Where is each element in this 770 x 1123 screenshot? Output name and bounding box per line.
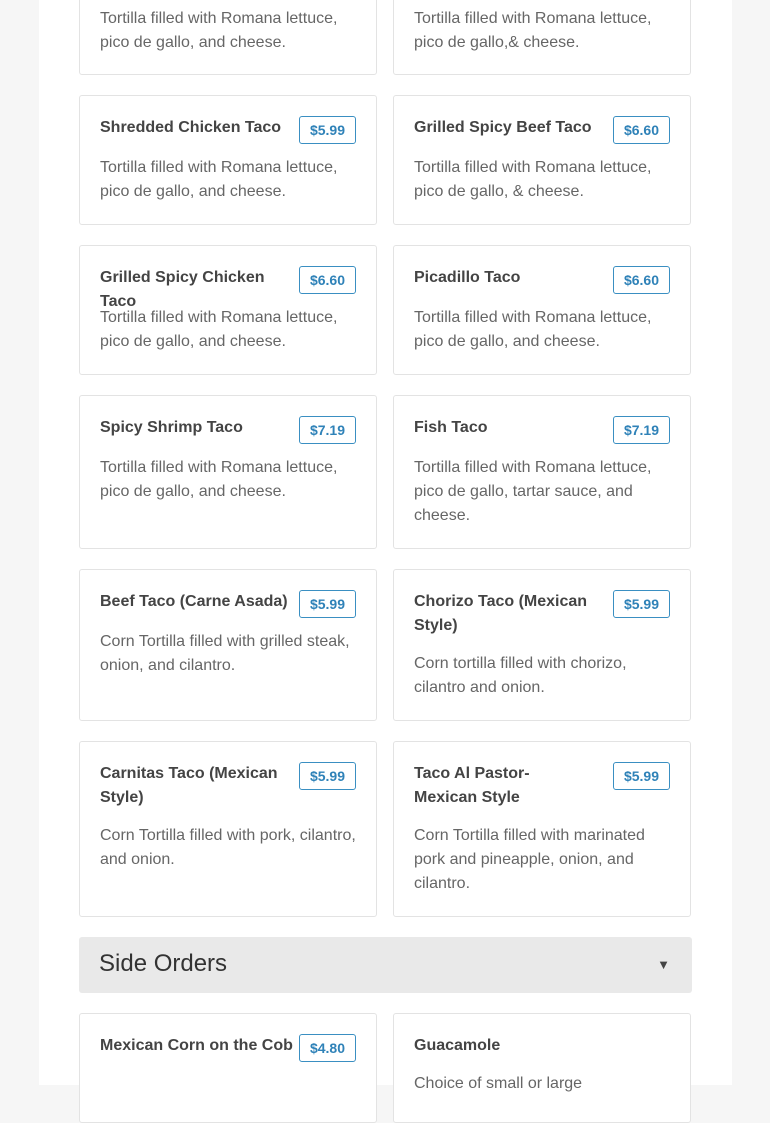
menu-item-card[interactable] <box>79 395 377 549</box>
price-badge: $5.99 <box>299 590 356 618</box>
item-description: Tortilla filled with Romana lettuce, pico de gallo, and cheese. <box>100 459 338 500</box>
price-badge: $7.19 <box>613 416 670 444</box>
price-badge: $5.99 <box>299 762 356 790</box>
item-name: Mexican Corn on the Cob <box>100 1037 293 1054</box>
item-name: Fish Taco <box>414 419 488 436</box>
item-name: Spicy Shrimp Taco <box>100 419 243 436</box>
item-description: Corn Tortilla filled with grilled steak, onion, and cilantro. <box>100 633 350 674</box>
price-badge: $7.19 <box>299 416 356 444</box>
item-description: Choice of small or large <box>414 1075 583 1092</box>
side-orders-section-header[interactable] <box>79 937 692 993</box>
chevron-down-icon[interactable]: ▼ <box>657 957 670 972</box>
item-name: Carnitas Taco (Mexican Style) <box>100 765 278 806</box>
item-description: Tortilla filled with Romana lettuce, pico de gallo, and cheese. <box>100 10 338 51</box>
menu-item-card[interactable] <box>393 245 691 375</box>
item-description: Tortilla filled with Romana lettuce, pico de gallo, & cheese. <box>414 159 652 200</box>
menu-item-card[interactable] <box>79 95 377 225</box>
item-description: Tortilla filled with Romana lettuce, pico de gallo,& cheese. <box>414 10 652 51</box>
price-badge: $6.60 <box>613 266 670 294</box>
menu-item-card[interactable] <box>79 1013 377 1123</box>
price-badge: $5.99 <box>613 590 670 618</box>
item-name: Guacamole <box>414 1037 501 1054</box>
item-description: Tortilla filled with Romana lettuce, pico de gallo, and cheese. <box>414 309 652 350</box>
item-description: Corn Tortilla filled with marinated pork and pineapple, onion, and cilantro. <box>414 827 645 892</box>
item-description: Tortilla filled with Romana lettuce, pico de gallo, tartar sauce, and cheese. <box>414 459 652 524</box>
menu-item-card[interactable] <box>393 741 691 917</box>
item-description: Corn tortilla filled with chorizo, cilantro and onion. <box>414 655 627 696</box>
menu-item-card[interactable] <box>393 569 691 721</box>
item-name: Shredded Chicken Taco <box>100 119 282 136</box>
menu-item-card[interactable] <box>79 245 377 375</box>
price-badge: $6.60 <box>299 266 356 294</box>
item-name: Grilled Spicy Beef Taco <box>414 119 592 136</box>
item-name: Picadillo Taco <box>414 269 521 286</box>
item-name: Chorizo Taco (Mexican Style) <box>414 593 588 634</box>
menu-item-card[interactable] <box>393 1013 691 1123</box>
menu-item-card[interactable] <box>79 0 377 75</box>
menu-item-card[interactable] <box>79 569 377 721</box>
menu-item-card[interactable] <box>393 95 691 225</box>
menu-item-card[interactable] <box>393 0 691 75</box>
item-name: Beef Taco (Carne Asada) <box>100 593 288 610</box>
price-badge: $4.80 <box>299 1034 356 1062</box>
price-badge: $5.99 <box>299 116 356 144</box>
item-name: Taco Al Pastor- Mexican Style <box>414 765 530 806</box>
menu-item-card[interactable] <box>393 395 691 549</box>
item-name: Grilled Spicy Chicken Taco <box>100 269 265 310</box>
item-description: Corn Tortilla filled with pork, cilantro, and onion. <box>100 827 356 868</box>
price-badge: $5.99 <box>613 762 670 790</box>
item-description: Tortilla filled with Romana lettuce, pico de gallo, and cheese. <box>100 159 338 200</box>
menu-item-card[interactable] <box>79 741 377 917</box>
price-badge: $6.60 <box>613 116 670 144</box>
section-title: Side Orders <box>99 950 228 977</box>
item-description: Tortilla filled with Romana lettuce, pico de gallo, and cheese. <box>100 309 338 350</box>
